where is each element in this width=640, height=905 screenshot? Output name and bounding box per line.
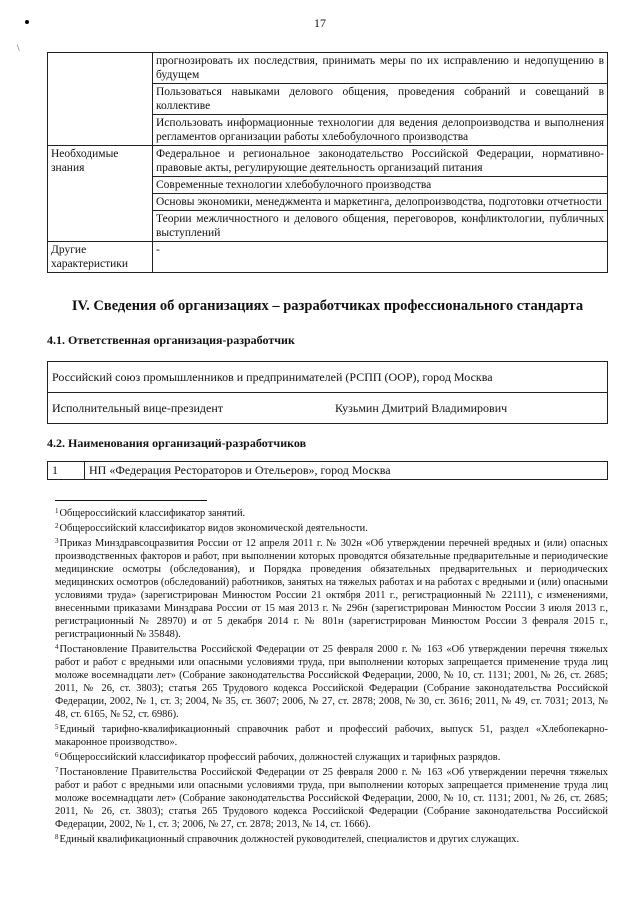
footnote: $^3$Приказ Минздравсоцразвития России от 12 апреля 2011 г. № 302н «Об утверждении перечней вредных и (или) опасных производственных факторов и работ, при выполнении которых проводятся обязательные предварительные и периодические медицинские осмотры (обследования), и Порядка проведения обязательных предварительных и периодических медицинских осмотров (обследований) работников, занятых на тяжелых работах и на работах с вредными и (или) опасными условиями труда» (зарегистрирован Минюстом России 21 октября 2011 г., регистрационный № 22111), с изменениями, внесенными приказами Минздрава России от 15 мая 2013 г. № 296н (зарегистрирован Минюстом России 3 июля 2013 г., регистрационный № 28970) и от 5 декабря 2014 г. № 801н (зарегистрирован Минюстом России 3 февраля 2015 г., регистрационный № 35848). — [55, 537, 608, 640]
table-row — [48, 242, 608, 273]
responsible-org-heading: 4.1. Ответственная организация-разработчик — [47, 333, 295, 347]
footnote: $^6$Общероссийский классификатор профессий рабочих, должностей служащих и тарифных разрядов. — [55, 751, 501, 763]
skill-item: Пользоваться навыками делового общения, проведения собраний и совещаний в коллективе — [153, 84, 608, 115]
signer-title: Исполнительный вице-президент — [52, 401, 224, 415]
footnote: $^7$Постановление Правительства Российской Федерации от 25 февраля 2000 г. № 163 «Об утверждении перечня тяжелых работ и работ с вредными или опасными условиями труда, при выполнении которых запрещается применение труда лиц моложе восемнадцати лет» (Собрание законодательства Российской Федерации, 2000, № 10, ст. 1131; 2001, № 26, ст. 2685; 2011, № 26, ст. 3803); статья 265 Трудового кодекса Российской Федерации (Собрание законодательства Российской Федерации, 2002, № 1, ст. 3; 2006, № 27, ст. 2878; 2013, № 14, ст. 1666). — [55, 766, 608, 830]
table-row — [48, 53, 608, 84]
developer-number: 1 — [48, 462, 85, 480]
footnote: $^1$Общероссийский классификатор занятий. — [55, 507, 246, 519]
signer-row — [48, 393, 607, 423]
responsible-org-name: Российский союз промышленников и предпринимателей (РСПП (ООР), город Москва — [48, 362, 607, 393]
characteristics-table — [47, 52, 608, 273]
knowledge-item: Теории межличностного и делового общения, переговоров, конфликтологии, публичных выступлений — [153, 211, 608, 242]
footnote: $^2$Общероссийский классификатор видов экономической деятельности. — [55, 522, 368, 534]
signer-name: Кузьмин Дмитрий Владимирович — [335, 401, 508, 415]
row-label — [48, 53, 153, 146]
knowledge-item: Современные технологии хлебобулочного производства — [153, 177, 608, 194]
developers-heading: 4.2. Наименования организаций-разработчиков — [47, 436, 307, 450]
footnote: $^5$Единый тарифно-квалификационный справочник работ и профессий рабочих, выпуск 51, раздел «Хлебопекарно-макаронное производство». — [55, 723, 608, 748]
page-number: 17 — [314, 16, 326, 30]
developer-name: НП «Федерация Рестораторов и Отельеров», город Москва — [85, 462, 608, 480]
section-title: IV. Сведения об организациях – разработчиках профессионального стандарта — [71, 298, 584, 314]
skill-item: прогнозировать их последствия, принимать меры по их исправлению и недопущению в будущем — [153, 53, 608, 84]
developers-table — [47, 461, 608, 480]
responsible-org-box — [47, 361, 608, 424]
table-row — [48, 146, 608, 177]
row-label-other: Другие характеристики — [48, 242, 153, 273]
knowledge-item: Федеральное и региональное законодательство Российской Федерации, нормативно-правовые акты, регулирующие деятельность организаций питания — [153, 146, 608, 177]
footnote: $^4$Постановление Правительства Российской Федерации от 25 февраля 2000 г. № 163 «Об утверждении перечня тяжелых работ и работ с вредными или опасными условиями труда, при выполнении которых запрещается применение труда лиц моложе восемнадцати лет» (Собрание законодательства Российской Федерации, 2000, № 10, ст. 1131; 2001, № 26, ст. 2685; 2011, № 26, ст. 3803); статья 265 Трудового кодекса Российской Федерации (Собрание законодательства Российской Федерации, 2002, № 1, ст. 3; 2004, № 35, ст. 3607; 2006, № 27, ст. 2878; 2008, № 30, ст. 3616; 2011, № 49, ст. 7031; 2013, № 48, ст. 6165, № 52, ст. 6986). — [55, 643, 608, 720]
table-row — [48, 462, 608, 480]
footnotes — [55, 505, 608, 846]
skill-item: Использовать информационные технологии для ведения делопроизводства и выполнения регламентов организации работы хлебобулочного производства — [153, 115, 608, 146]
footnote: $^8$Единый квалификационный справочник должностей руководителей, специалистов и других служащих. — [55, 833, 520, 845]
footnote-divider — [55, 500, 207, 501]
scan-mark: \ — [17, 43, 20, 53]
other-item: - — [153, 242, 608, 273]
knowledge-item: Основы экономики, менеджмента и маркетинга, делопроизводства, подготовки отчетности — [153, 194, 608, 211]
row-label-knowledge: Необходимые знания — [48, 146, 153, 242]
